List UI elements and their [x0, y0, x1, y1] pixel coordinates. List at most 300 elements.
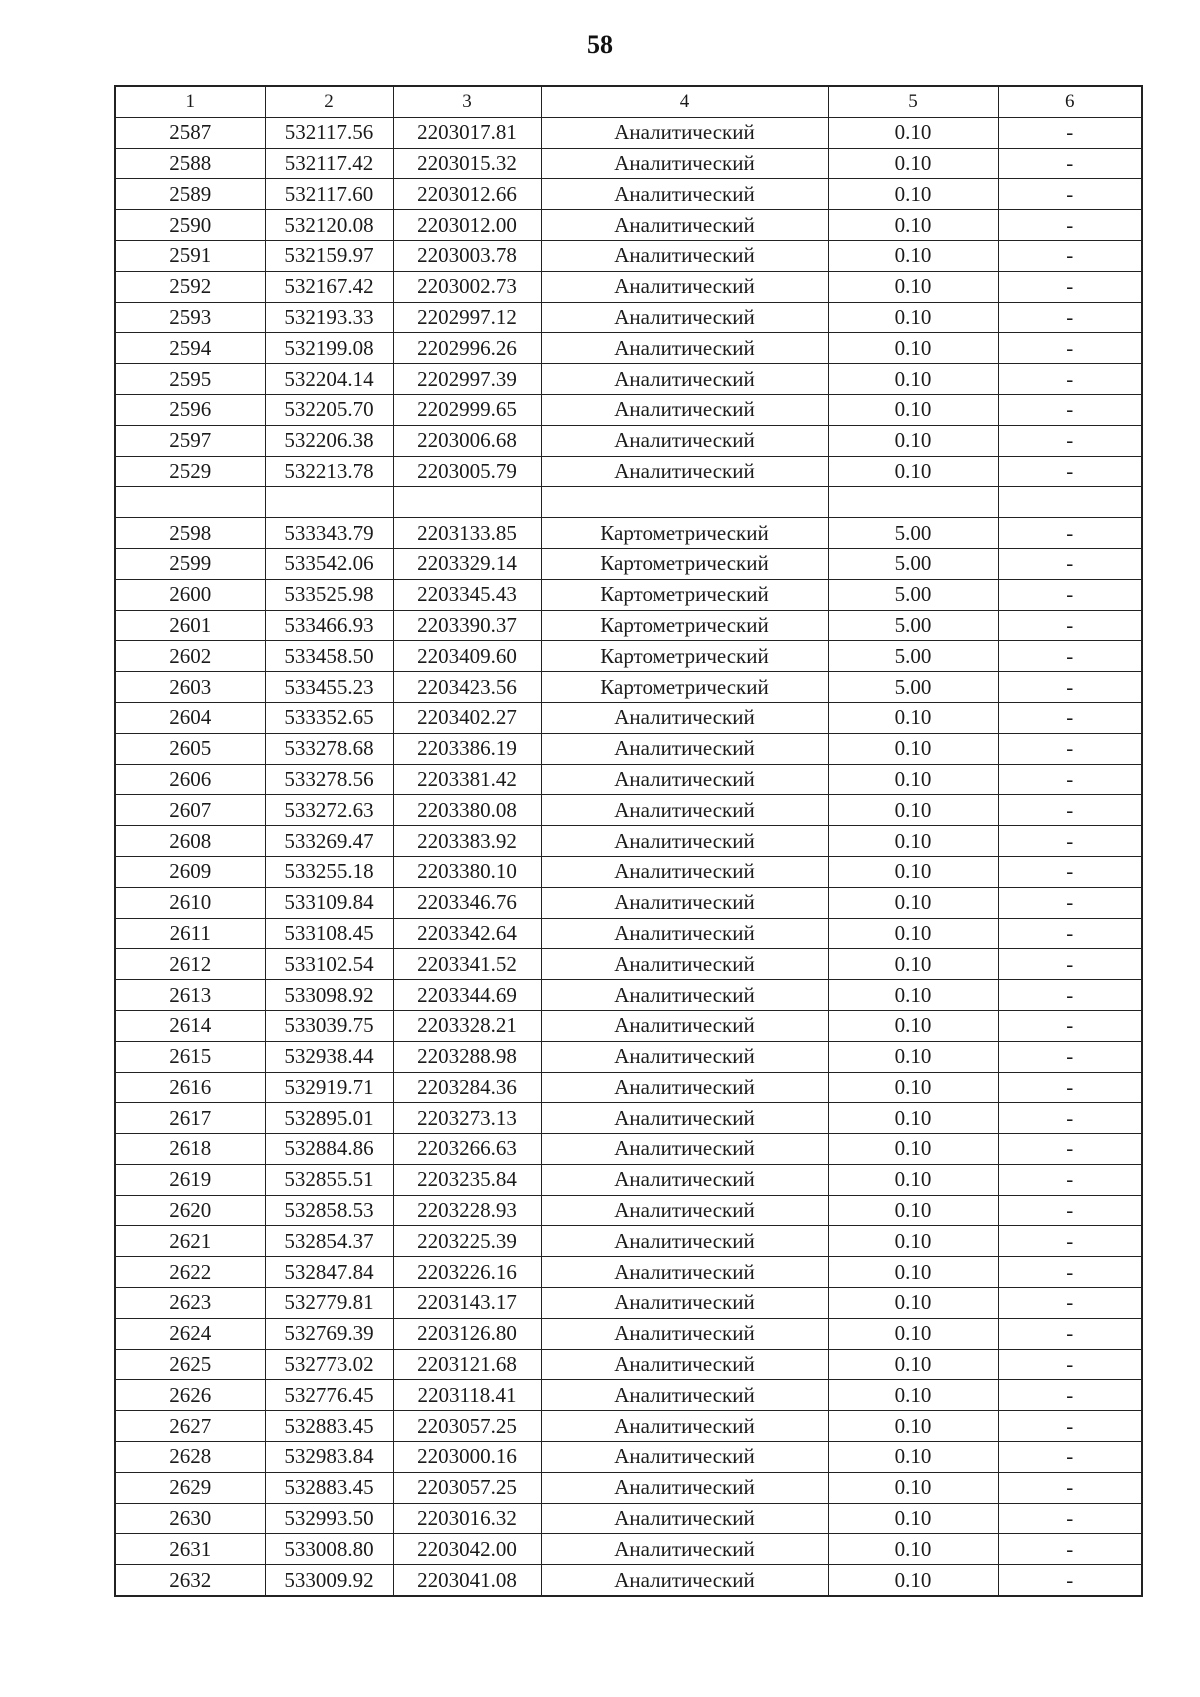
x-coordinate-cell: 532213.78 [265, 456, 393, 487]
accuracy-cell: 0.10 [828, 302, 998, 333]
point-number-cell: 2609 [115, 856, 265, 887]
page-number: 58 [587, 30, 613, 59]
point-number-cell: 2632 [115, 1565, 265, 1596]
table-row [115, 1534, 1142, 1565]
point-number-cell: 2627 [115, 1411, 265, 1442]
note-cell: - [998, 1072, 1142, 1103]
accuracy-cell: 5.00 [828, 610, 998, 641]
method-cell: Аналитический [541, 856, 828, 887]
x-coordinate-cell: 532858.53 [265, 1195, 393, 1226]
accuracy-cell: 0.10 [828, 887, 998, 918]
y-coordinate-cell: 2203006.68 [393, 425, 541, 456]
table-header [115, 86, 1142, 117]
accuracy-cell: 0.10 [828, 795, 998, 826]
method-cell: Аналитический [541, 1072, 828, 1103]
method-cell: Аналитический [541, 425, 828, 456]
method-cell: Аналитический [541, 1164, 828, 1195]
y-coordinate-cell: 2203005.79 [393, 456, 541, 487]
y-coordinate-cell: 2203342.64 [393, 918, 541, 949]
point-number-cell: 2598 [115, 518, 265, 549]
y-coordinate-cell: 2203273.13 [393, 1103, 541, 1134]
note-cell: - [998, 579, 1142, 610]
table-row [115, 795, 1142, 826]
note-cell: - [998, 918, 1142, 949]
column-header: 2 [265, 86, 393, 117]
y-coordinate-cell: 2203346.76 [393, 887, 541, 918]
note-cell: - [998, 179, 1142, 210]
y-coordinate-cell: 2203380.10 [393, 856, 541, 887]
note-cell: - [998, 1257, 1142, 1288]
table-row [115, 1349, 1142, 1380]
note-cell: - [998, 148, 1142, 179]
point-number-cell: 2597 [115, 425, 265, 456]
y-coordinate-cell: 2203133.85 [393, 518, 541, 549]
table-row [115, 980, 1142, 1011]
column-header: 1 [115, 86, 265, 117]
point-number-cell: 2593 [115, 302, 265, 333]
x-coordinate-cell: 532117.42 [265, 148, 393, 179]
accuracy-cell: 5.00 [828, 672, 998, 703]
accuracy-cell: 0.10 [828, 240, 998, 271]
table-row [115, 702, 1142, 733]
point-number-cell: 2630 [115, 1503, 265, 1534]
note-cell: - [998, 795, 1142, 826]
accuracy-cell: 0.10 [828, 1472, 998, 1503]
x-coordinate-cell: 532993.50 [265, 1503, 393, 1534]
y-coordinate-cell: 2203381.42 [393, 764, 541, 795]
method-cell: Аналитический [541, 240, 828, 271]
point-number-cell: 2619 [115, 1164, 265, 1195]
accuracy-cell: 0.10 [828, 210, 998, 241]
y-coordinate-cell: 2203383.92 [393, 826, 541, 857]
x-coordinate-cell: 533542.06 [265, 548, 393, 579]
x-coordinate-cell: 532199.08 [265, 333, 393, 364]
table-row [115, 1103, 1142, 1134]
x-coordinate-cell: 533269.47 [265, 826, 393, 857]
y-coordinate-cell: 2203423.56 [393, 672, 541, 703]
accuracy-cell: 0.10 [828, 733, 998, 764]
x-coordinate-cell: 532883.45 [265, 1472, 393, 1503]
x-coordinate-cell: 533009.92 [265, 1565, 393, 1596]
table-row [115, 1164, 1142, 1195]
note-cell: - [998, 425, 1142, 456]
note-cell: - [998, 1472, 1142, 1503]
method-cell: Аналитический [541, 1041, 828, 1072]
y-coordinate-cell: 2203121.68 [393, 1349, 541, 1380]
accuracy-cell: 0.10 [828, 394, 998, 425]
point-number-cell: 2613 [115, 980, 265, 1011]
point-number-cell: 2615 [115, 1041, 265, 1072]
x-coordinate-cell: 533098.92 [265, 980, 393, 1011]
method-cell: Аналитический [541, 795, 828, 826]
point-number-cell: 2594 [115, 333, 265, 364]
note-cell: - [998, 548, 1142, 579]
x-coordinate-cell: 533455.23 [265, 672, 393, 703]
y-coordinate-cell: 2203402.27 [393, 702, 541, 733]
x-coordinate-cell: 532769.39 [265, 1318, 393, 1349]
y-coordinate-cell: 2203226.16 [393, 1257, 541, 1288]
note-cell: - [998, 1010, 1142, 1041]
point-number-cell: 2607 [115, 795, 265, 826]
y-coordinate-cell: 2203228.93 [393, 1195, 541, 1226]
table-row [115, 1565, 1142, 1596]
x-coordinate-cell: 532117.60 [265, 179, 393, 210]
x-coordinate-cell: 533525.98 [265, 579, 393, 610]
accuracy-cell: 0.10 [828, 1010, 998, 1041]
note-cell: - [998, 1164, 1142, 1195]
accuracy-cell: 0.10 [828, 1072, 998, 1103]
note-cell: - [998, 702, 1142, 733]
method-cell: Картометрический [541, 610, 828, 641]
point-number-cell: 2603 [115, 672, 265, 703]
point-number-cell: 2591 [115, 240, 265, 271]
point-number-cell: 2631 [115, 1534, 265, 1565]
y-coordinate-cell: 2203002.73 [393, 271, 541, 302]
x-coordinate-cell: 532779.81 [265, 1288, 393, 1319]
method-cell: Аналитический [541, 1349, 828, 1380]
note-cell: - [998, 1195, 1142, 1226]
point-number-cell: 2618 [115, 1134, 265, 1165]
x-coordinate-cell: 533008.80 [265, 1534, 393, 1565]
accuracy-cell: 0.10 [828, 856, 998, 887]
table-row [115, 1288, 1142, 1319]
y-coordinate-cell: 2203126.80 [393, 1318, 541, 1349]
point-number-cell: 2605 [115, 733, 265, 764]
point-number-cell: 2623 [115, 1288, 265, 1319]
accuracy-cell: 5.00 [828, 641, 998, 672]
point-number-cell: 2592 [115, 271, 265, 302]
accuracy-cell: 0.10 [828, 980, 998, 1011]
table-row [115, 394, 1142, 425]
note-cell: - [998, 456, 1142, 487]
table-row [115, 487, 1142, 518]
point-number-cell: 2628 [115, 1442, 265, 1473]
x-coordinate-cell: 532159.97 [265, 240, 393, 271]
x-coordinate-cell: 533343.79 [265, 518, 393, 549]
accuracy-cell: 0.10 [828, 949, 998, 980]
note-cell: - [998, 1134, 1142, 1165]
method-cell: Аналитический [541, 887, 828, 918]
note-cell: - [998, 1288, 1142, 1319]
note-cell: - [998, 1565, 1142, 1596]
accuracy-cell: 0.10 [828, 764, 998, 795]
table-row [115, 949, 1142, 980]
method-cell: Аналитический [541, 1318, 828, 1349]
y-coordinate-cell: 2203341.52 [393, 949, 541, 980]
point-number-cell: 2622 [115, 1257, 265, 1288]
accuracy-cell: 5.00 [828, 579, 998, 610]
table-row [115, 179, 1142, 210]
note-cell: - [998, 364, 1142, 395]
y-coordinate-cell: 2203345.43 [393, 579, 541, 610]
note-cell: - [998, 117, 1142, 148]
accuracy-cell: 0.10 [828, 333, 998, 364]
y-coordinate-cell: 2203012.00 [393, 210, 541, 241]
x-coordinate-cell: 532854.37 [265, 1226, 393, 1257]
method-cell: Картометрический [541, 672, 828, 703]
point-number-cell: 2600 [115, 579, 265, 610]
note-cell: - [998, 518, 1142, 549]
y-coordinate-cell: 2203284.36 [393, 1072, 541, 1103]
method-cell: Картометрический [541, 548, 828, 579]
note-cell: - [998, 333, 1142, 364]
accuracy-cell: 0.10 [828, 1349, 998, 1380]
point-number-cell: 2604 [115, 702, 265, 733]
y-coordinate-cell: 2203235.84 [393, 1164, 541, 1195]
method-cell: Картометрический [541, 641, 828, 672]
note-cell: - [998, 1442, 1142, 1473]
x-coordinate-cell: 532167.42 [265, 271, 393, 302]
method-cell: Аналитический [541, 117, 828, 148]
note-cell: - [998, 610, 1142, 641]
accuracy-cell: 0.10 [828, 1164, 998, 1195]
note-cell: - [998, 641, 1142, 672]
table-row [115, 1472, 1142, 1503]
method-cell: Аналитический [541, 1472, 828, 1503]
method-cell: Аналитический [541, 1010, 828, 1041]
point-number-cell: 2620 [115, 1195, 265, 1226]
y-coordinate-cell: 2203057.25 [393, 1472, 541, 1503]
x-coordinate-cell: 532983.84 [265, 1442, 393, 1473]
note-cell: - [998, 1503, 1142, 1534]
method-cell: Аналитический [541, 980, 828, 1011]
y-coordinate-cell: 2203017.81 [393, 117, 541, 148]
accuracy-cell: 0.10 [828, 1503, 998, 1534]
y-coordinate-cell: 2203288.98 [393, 1041, 541, 1072]
table-row [115, 672, 1142, 703]
table-row [115, 1072, 1142, 1103]
point-number-cell [115, 487, 265, 518]
y-coordinate-cell: 2203012.66 [393, 179, 541, 210]
y-coordinate-cell: 2203000.16 [393, 1442, 541, 1473]
accuracy-cell: 0.10 [828, 918, 998, 949]
accuracy-cell: 0.10 [828, 1442, 998, 1473]
table-row [115, 148, 1142, 179]
note-cell: - [998, 302, 1142, 333]
method-cell: Аналитический [541, 702, 828, 733]
table-row [115, 210, 1142, 241]
x-coordinate-cell: 533108.45 [265, 918, 393, 949]
method-cell: Аналитический [541, 1226, 828, 1257]
accuracy-cell: 0.10 [828, 1411, 998, 1442]
x-coordinate-cell: 532776.45 [265, 1380, 393, 1411]
note-cell: - [998, 1349, 1142, 1380]
method-cell: Аналитический [541, 1195, 828, 1226]
accuracy-cell: 0.10 [828, 271, 998, 302]
method-cell: Аналитический [541, 1565, 828, 1596]
header-row [115, 86, 1142, 117]
point-number-cell: 2595 [115, 364, 265, 395]
method-cell: Аналитический [541, 1503, 828, 1534]
y-coordinate-cell: 2203344.69 [393, 980, 541, 1011]
x-coordinate-cell: 532883.45 [265, 1411, 393, 1442]
column-header: 5 [828, 86, 998, 117]
x-coordinate-cell: 533458.50 [265, 641, 393, 672]
y-coordinate-cell: 2203015.32 [393, 148, 541, 179]
note-cell: - [998, 1318, 1142, 1349]
note-cell: - [998, 980, 1142, 1011]
x-coordinate-cell: 532855.51 [265, 1164, 393, 1195]
x-coordinate-cell: 532938.44 [265, 1041, 393, 1072]
x-coordinate-cell: 533272.63 [265, 795, 393, 826]
x-coordinate-cell: 532773.02 [265, 1349, 393, 1380]
table-row [115, 1134, 1142, 1165]
y-coordinate-cell: 2202997.39 [393, 364, 541, 395]
method-cell: Картометрический [541, 518, 828, 549]
method-cell: Аналитический [541, 733, 828, 764]
method-cell [541, 487, 828, 518]
y-coordinate-cell [393, 487, 541, 518]
table-row [115, 117, 1142, 148]
x-coordinate-cell: 532204.14 [265, 364, 393, 395]
point-number-cell: 2599 [115, 548, 265, 579]
point-number-cell: 2588 [115, 148, 265, 179]
method-cell: Аналитический [541, 949, 828, 980]
x-coordinate-cell: 533278.68 [265, 733, 393, 764]
table-row [115, 1411, 1142, 1442]
accuracy-cell: 0.10 [828, 179, 998, 210]
point-number-cell: 2626 [115, 1380, 265, 1411]
method-cell: Аналитический [541, 148, 828, 179]
point-number-cell: 2529 [115, 456, 265, 487]
coordinates-table [114, 85, 1143, 1597]
y-coordinate-cell: 2203409.60 [393, 641, 541, 672]
accuracy-cell [828, 487, 998, 518]
accuracy-cell: 0.10 [828, 1380, 998, 1411]
accuracy-cell: 5.00 [828, 548, 998, 579]
method-cell: Аналитический [541, 210, 828, 241]
y-coordinate-cell: 2202997.12 [393, 302, 541, 333]
accuracy-cell: 0.10 [828, 1103, 998, 1134]
y-coordinate-cell: 2202996.26 [393, 333, 541, 364]
point-number-cell: 2587 [115, 117, 265, 148]
table-row [115, 1318, 1142, 1349]
method-cell: Аналитический [541, 918, 828, 949]
accuracy-cell: 0.10 [828, 364, 998, 395]
table-row [115, 1257, 1142, 1288]
method-cell: Аналитический [541, 1442, 828, 1473]
point-number-cell: 2621 [115, 1226, 265, 1257]
table-row [115, 1442, 1142, 1473]
accuracy-cell: 0.10 [828, 1288, 998, 1319]
note-cell: - [998, 1226, 1142, 1257]
table-row [115, 240, 1142, 271]
y-coordinate-cell: 2202999.65 [393, 394, 541, 425]
method-cell: Аналитический [541, 1411, 828, 1442]
accuracy-cell: 5.00 [828, 518, 998, 549]
point-number-cell: 2616 [115, 1072, 265, 1103]
method-cell: Аналитический [541, 764, 828, 795]
table-row [115, 1226, 1142, 1257]
column-header: 6 [998, 86, 1142, 117]
y-coordinate-cell: 2203380.08 [393, 795, 541, 826]
accuracy-cell: 0.10 [828, 1534, 998, 1565]
table-row [115, 456, 1142, 487]
table-row [115, 271, 1142, 302]
note-cell: - [998, 1041, 1142, 1072]
table-row [115, 1010, 1142, 1041]
y-coordinate-cell: 2203329.14 [393, 548, 541, 579]
y-coordinate-cell: 2203386.19 [393, 733, 541, 764]
note-cell [998, 487, 1142, 518]
x-coordinate-cell: 533102.54 [265, 949, 393, 980]
table-row [115, 1380, 1142, 1411]
point-number-cell: 2612 [115, 949, 265, 980]
table-row [115, 733, 1142, 764]
table-body [115, 117, 1142, 1596]
note-cell: - [998, 1103, 1142, 1134]
accuracy-cell: 0.10 [828, 1318, 998, 1349]
x-coordinate-cell [265, 487, 393, 518]
column-header: 3 [393, 86, 541, 117]
note-cell: - [998, 240, 1142, 271]
accuracy-cell: 0.10 [828, 148, 998, 179]
y-coordinate-cell: 2203118.41 [393, 1380, 541, 1411]
x-coordinate-cell: 532205.70 [265, 394, 393, 425]
x-coordinate-cell: 533255.18 [265, 856, 393, 887]
point-number-cell: 2606 [115, 764, 265, 795]
method-cell: Аналитический [541, 826, 828, 857]
note-cell: - [998, 1380, 1142, 1411]
table-row [115, 425, 1142, 456]
point-number-cell: 2589 [115, 179, 265, 210]
y-coordinate-cell: 2203041.08 [393, 1565, 541, 1596]
note-cell: - [998, 210, 1142, 241]
point-number-cell: 2611 [115, 918, 265, 949]
accuracy-cell: 0.10 [828, 1226, 998, 1257]
accuracy-cell: 0.10 [828, 702, 998, 733]
method-cell: Аналитический [541, 302, 828, 333]
x-coordinate-cell: 533466.93 [265, 610, 393, 641]
point-number-cell: 2625 [115, 1349, 265, 1380]
method-cell: Аналитический [541, 1288, 828, 1319]
point-number-cell: 2590 [115, 210, 265, 241]
accuracy-cell: 0.10 [828, 1565, 998, 1596]
y-coordinate-cell: 2203143.17 [393, 1288, 541, 1319]
method-cell: Аналитический [541, 179, 828, 210]
x-coordinate-cell: 532120.08 [265, 210, 393, 241]
accuracy-cell: 0.10 [828, 456, 998, 487]
method-cell: Аналитический [541, 456, 828, 487]
x-coordinate-cell: 532117.56 [265, 117, 393, 148]
table-row [115, 579, 1142, 610]
note-cell: - [998, 1411, 1142, 1442]
table-row [115, 302, 1142, 333]
table-row [115, 826, 1142, 857]
accuracy-cell: 0.10 [828, 1195, 998, 1226]
column-header: 4 [541, 86, 828, 117]
x-coordinate-cell: 532919.71 [265, 1072, 393, 1103]
y-coordinate-cell: 2203225.39 [393, 1226, 541, 1257]
x-coordinate-cell: 532884.86 [265, 1134, 393, 1165]
x-coordinate-cell: 533039.75 [265, 1010, 393, 1041]
table-row [115, 856, 1142, 887]
accuracy-cell: 0.10 [828, 425, 998, 456]
table-row [115, 548, 1142, 579]
point-number-cell: 2608 [115, 826, 265, 857]
table-row [115, 1041, 1142, 1072]
note-cell: - [998, 1534, 1142, 1565]
y-coordinate-cell: 2203057.25 [393, 1411, 541, 1442]
x-coordinate-cell: 532847.84 [265, 1257, 393, 1288]
y-coordinate-cell: 2203003.78 [393, 240, 541, 271]
x-coordinate-cell: 533278.56 [265, 764, 393, 795]
method-cell: Аналитический [541, 394, 828, 425]
table-row [115, 887, 1142, 918]
method-cell: Аналитический [541, 364, 828, 395]
y-coordinate-cell: 2203042.00 [393, 1534, 541, 1565]
note-cell: - [998, 271, 1142, 302]
